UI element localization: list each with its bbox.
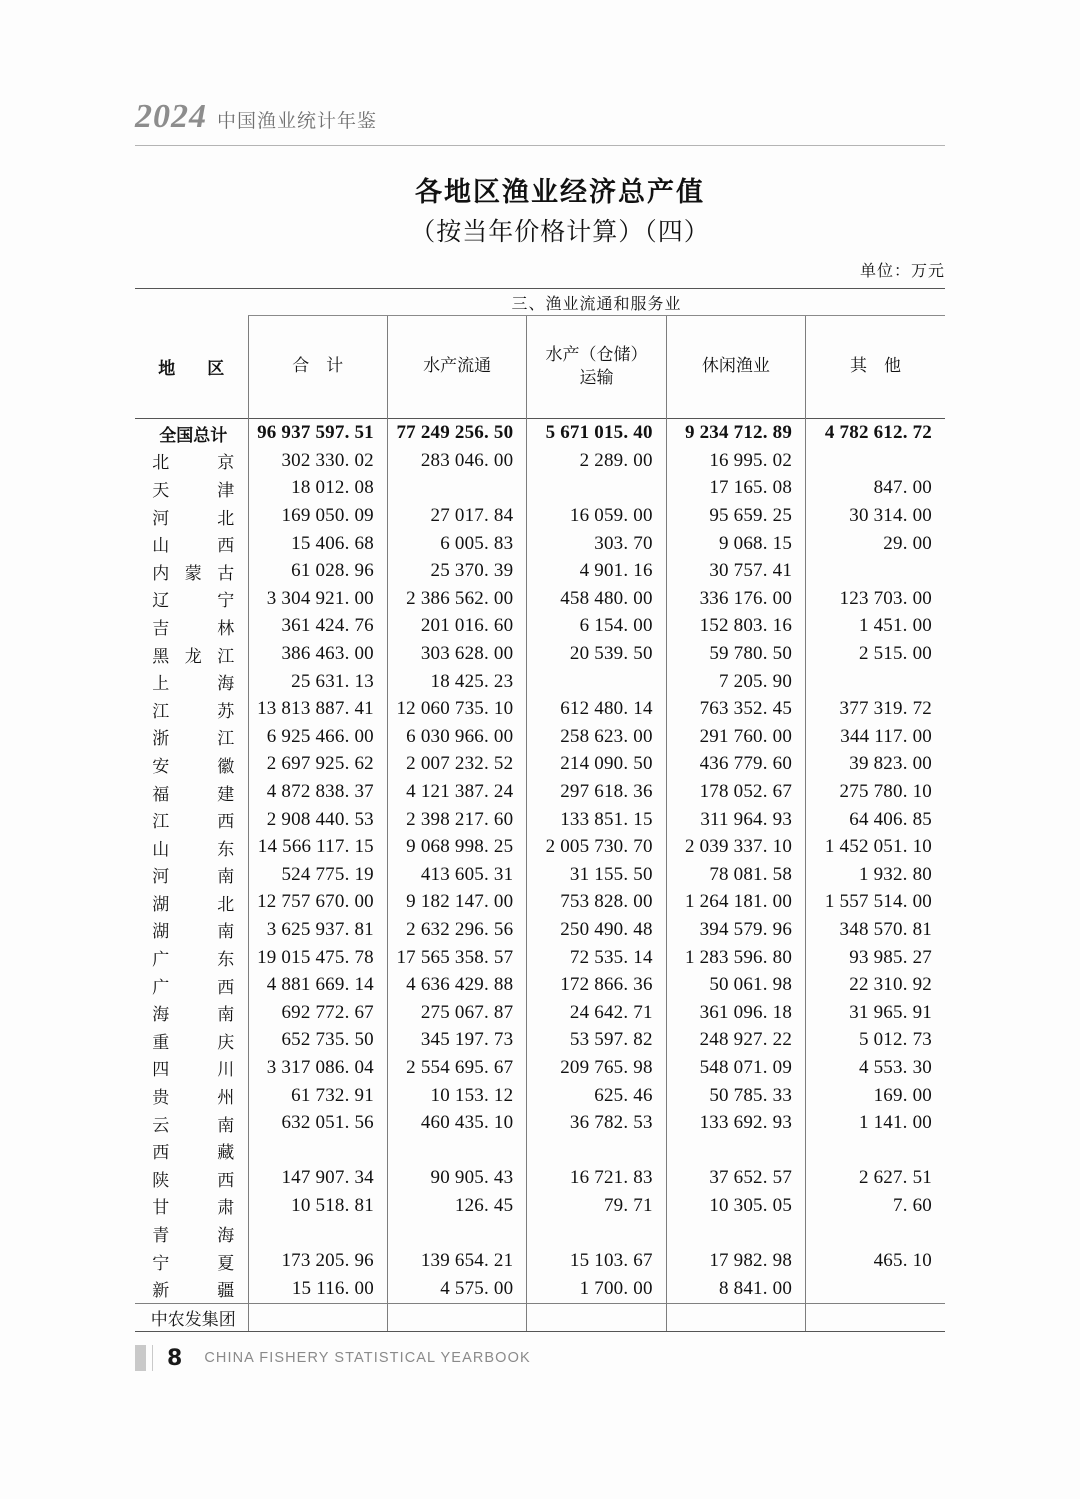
- table-cell-other: 29. 00: [806, 530, 945, 558]
- region-label: 宁夏: [152, 1253, 235, 1274]
- table-cell-transport: 79. 71: [527, 1192, 666, 1220]
- table-row: [135, 530, 945, 558]
- table-cell-transport: [527, 1137, 666, 1165]
- table-cell-total: 2 908 440. 53: [248, 806, 387, 834]
- table-cell-other: [806, 447, 945, 475]
- region-label: 上海: [152, 674, 235, 695]
- table-cell-leisure: 37 652. 57: [666, 1165, 805, 1193]
- table-cell-total: 14 566 117. 15: [248, 833, 387, 861]
- table-cell-other: [806, 668, 945, 696]
- region-label: 河南: [152, 867, 235, 888]
- table-cell-other: 1 932. 80: [806, 861, 945, 889]
- table-cell-region: [135, 668, 248, 696]
- table-cell-circulation: 6 005. 83: [387, 530, 526, 558]
- table-cell-leisure: 336 176. 00: [666, 585, 805, 613]
- table-cell-transport: 258 623. 00: [527, 723, 666, 751]
- table-cell-total: 15 406. 68: [248, 530, 387, 558]
- table-cell-total: 61 732. 91: [248, 1082, 387, 1110]
- column-header-transport-line2: 运输: [579, 367, 614, 388]
- table-row: [135, 1137, 945, 1165]
- table-row: [135, 751, 945, 779]
- region-label: 安徽: [152, 756, 235, 777]
- table-cell-other: 847. 00: [806, 475, 945, 503]
- table-row: [135, 833, 945, 861]
- table-cell-region: [135, 557, 248, 585]
- table-cell-circulation: 460 435. 10: [387, 1109, 526, 1137]
- region-label: 内蒙古: [152, 563, 235, 584]
- table-cell-other: 1 452 051. 10: [806, 833, 945, 861]
- running-head-year: 2024: [135, 98, 207, 135]
- table-row: [135, 999, 945, 1027]
- table-cell-leisure: 17 982. 98: [666, 1247, 805, 1275]
- table-row: [135, 889, 945, 917]
- table-cell-circulation: [387, 1303, 526, 1332]
- table-cell-region: [135, 1137, 248, 1165]
- page-title: 各地区渔业经济总产值: [415, 177, 705, 208]
- table-cell-total: 632 051. 56: [248, 1109, 387, 1137]
- unit-note: 单位：万元: [859, 261, 945, 280]
- table-cell-region: [135, 613, 248, 641]
- column-header-region-label: 地 区: [158, 359, 225, 379]
- region-label: 广东: [152, 950, 235, 971]
- table-cell-transport: [527, 668, 666, 696]
- table-cell-leisure: 291 760. 00: [666, 723, 805, 751]
- table-row: [135, 1275, 945, 1303]
- table-cell-leisure: [666, 1220, 805, 1248]
- table-cell-leisure: 248 927. 22: [666, 1027, 805, 1055]
- table-cell-total: 96 937 597. 51: [248, 418, 387, 447]
- table-row: [135, 1247, 945, 1275]
- table-cell-leisure: 548 071. 09: [666, 1054, 805, 1082]
- table-cell-circulation: 4 636 429. 88: [387, 971, 526, 999]
- table-cell-transport: 16 721. 83: [527, 1165, 666, 1193]
- table-cell-transport: 72 535. 14: [527, 944, 666, 972]
- table-cell-leisure: 7 205. 90: [666, 668, 805, 696]
- table-cell-other: [806, 1220, 945, 1248]
- table-cell-other: 22 310. 92: [806, 971, 945, 999]
- footer-publication-name: CHINA FISHERY STATISTICAL YEARBOOK: [204, 1350, 531, 1366]
- table-row: [135, 613, 945, 641]
- table-cell-region: [135, 1027, 248, 1055]
- table-cell-leisure: 178 052. 67: [666, 778, 805, 806]
- page-subtitle: （按当年价格计算）（四）: [410, 217, 710, 246]
- table-cell-other: 31 965. 91: [806, 999, 945, 1027]
- corner-cell: [135, 289, 248, 316]
- table-cell-circulation: [387, 1137, 526, 1165]
- table-cell-region: [135, 1054, 248, 1082]
- table-cell-circulation: 201 016. 60: [387, 613, 526, 641]
- table-cell-region: [135, 1247, 248, 1275]
- table-cell-leisure: [666, 1303, 805, 1332]
- table-cell-total: 19 015 475. 78: [248, 944, 387, 972]
- region-label: 山东: [152, 839, 235, 860]
- table-cell-transport: 5 671 015. 40: [527, 418, 666, 447]
- table-cell-other: 348 570. 81: [806, 916, 945, 944]
- table-cell-transport: 297 618. 36: [527, 778, 666, 806]
- table-cell-circulation: 9 182 147. 00: [387, 889, 526, 917]
- table-cell-circulation: 4 575. 00: [387, 1275, 526, 1303]
- table-cell-leisure: 16 995. 02: [666, 447, 805, 475]
- table-cell-total: 61 028. 96: [248, 557, 387, 585]
- table-cell-other: 169. 00: [806, 1082, 945, 1110]
- table-cell-leisure: 2 039 337. 10: [666, 833, 805, 861]
- region-label: 西藏: [152, 1143, 235, 1164]
- table-cell-region: [135, 889, 248, 917]
- table-cell-circulation: 2 007 232. 52: [387, 751, 526, 779]
- table-cell-other: [806, 1303, 945, 1332]
- table-cell-region: [135, 475, 248, 503]
- region-label: 重庆: [152, 1032, 235, 1053]
- region-label: 山西: [152, 536, 235, 557]
- table-cell-leisure: 50 061. 98: [666, 971, 805, 999]
- table-cell-transport: 16 059. 00: [527, 502, 666, 530]
- table-cell-total: 18 012. 08: [248, 475, 387, 503]
- table-cell-total: 147 907. 34: [248, 1165, 387, 1193]
- table-cell-total: 652 735. 50: [248, 1027, 387, 1055]
- table-cell-total: 4 872 838. 37: [248, 778, 387, 806]
- statistics-table-wrapper: [135, 288, 945, 1332]
- table-cell-circulation: 17 565 358. 57: [387, 944, 526, 972]
- table-cell-transport: 612 480. 14: [527, 695, 666, 723]
- table-row: [135, 1220, 945, 1248]
- table-cell-other: 64 406. 85: [806, 806, 945, 834]
- table-cell-other: 1 557 514. 00: [806, 889, 945, 917]
- table-cell-circulation: 413 605. 31: [387, 861, 526, 889]
- table-cell-leisure: 30 757. 41: [666, 557, 805, 585]
- table-cell-circulation: 303 628. 00: [387, 640, 526, 668]
- table-row: [135, 640, 945, 668]
- region-label: 天津: [152, 480, 235, 501]
- table-row: [135, 1192, 945, 1220]
- table-cell-transport: 53 597. 82: [527, 1027, 666, 1055]
- table-cell-circulation: 283 046. 00: [387, 447, 526, 475]
- region-label: 全国总计: [159, 425, 228, 446]
- column-header-aquatic-circulation: 水产流通: [387, 316, 526, 419]
- statistics-table: [135, 288, 945, 1332]
- table-cell-transport: [527, 1220, 666, 1248]
- table-cell-circulation: [387, 1220, 526, 1248]
- table-cell-circulation: 10 153. 12: [387, 1082, 526, 1110]
- table-cell-region: [135, 999, 248, 1027]
- table-row: [135, 447, 945, 475]
- table-cell-other: [806, 1275, 945, 1303]
- table-column-header-row: [135, 316, 945, 419]
- table-cell-other: 4 553. 30: [806, 1054, 945, 1082]
- table-cell-leisure: 394 579. 96: [666, 916, 805, 944]
- table-row: [135, 418, 945, 447]
- table-cell-circulation: 9 068 998. 25: [387, 833, 526, 861]
- table-cell-region: [135, 1275, 248, 1303]
- table-cell-leisure: 95 659. 25: [666, 502, 805, 530]
- table-row: [135, 916, 945, 944]
- table-cell-transport: 4 901. 16: [527, 557, 666, 585]
- table-row: [135, 695, 945, 723]
- table-cell-other: [806, 557, 945, 585]
- region-label: 广西: [152, 977, 235, 998]
- table-cell-transport: 209 765. 98: [527, 1054, 666, 1082]
- table-cell-circulation: 27 017. 84: [387, 502, 526, 530]
- column-header-aquatic-storage-transport: [527, 316, 666, 419]
- table-cell-leisure: 1 264 181. 00: [666, 889, 805, 917]
- table-cell-leisure: 152 803. 16: [666, 613, 805, 641]
- table-cell-other: 2 515. 00: [806, 640, 945, 668]
- table-cell-transport: [527, 1303, 666, 1332]
- region-label: 江苏: [152, 701, 235, 722]
- table-cell-region: [135, 530, 248, 558]
- table-cell-leisure: 59 780. 50: [666, 640, 805, 668]
- table-cell-region: [135, 751, 248, 779]
- table-cell-circulation: [387, 475, 526, 503]
- region-label: 浙江: [152, 729, 235, 750]
- table-cell-total: 173 205. 96: [248, 1247, 387, 1275]
- table-cell-total: 3 304 921. 00: [248, 585, 387, 613]
- table-row: [135, 1054, 945, 1082]
- table-row: [135, 502, 945, 530]
- table-cell-circulation: 2 386 562. 00: [387, 585, 526, 613]
- table-cell-circulation: 2 398 217. 60: [387, 806, 526, 834]
- table-cell-other: 5 012. 73: [806, 1027, 945, 1055]
- table-cell-region: [135, 502, 248, 530]
- region-label: 北京: [152, 453, 235, 474]
- table-cell-circulation: 6 030 966. 00: [387, 723, 526, 751]
- table-cell-total: 169 050. 09: [248, 502, 387, 530]
- table-cell-circulation: 4 121 387. 24: [387, 778, 526, 806]
- region-label: 黑龙江: [152, 646, 235, 667]
- table-row: [135, 668, 945, 696]
- table-cell-leisure: 17 165. 08: [666, 475, 805, 503]
- table-cell-region: [135, 723, 248, 751]
- table-cell-leisure: 50 785. 33: [666, 1082, 805, 1110]
- region-label: 中农发集团: [150, 1309, 236, 1330]
- column-header-other: 其 他: [806, 316, 945, 419]
- table-cell-circulation: 77 249 256. 50: [387, 418, 526, 447]
- region-label: 辽宁: [152, 591, 235, 612]
- footer-divider: [152, 1345, 153, 1371]
- table-cell-leisure: 9 068. 15: [666, 530, 805, 558]
- region-label: 云南: [152, 1115, 235, 1136]
- table-cell-region: [135, 861, 248, 889]
- region-label: 福建: [152, 784, 235, 805]
- table-cell-leisure: 1 283 596. 80: [666, 944, 805, 972]
- table-cell-leisure: 10 305. 05: [666, 1192, 805, 1220]
- column-header-region: [135, 316, 248, 419]
- table-cell-region: [135, 585, 248, 613]
- table-cell-other: 123 703. 00: [806, 585, 945, 613]
- table-cell-leisure: 436 779. 60: [666, 751, 805, 779]
- table-cell-circulation: 90 905. 43: [387, 1165, 526, 1193]
- table-cell-other: 1 141. 00: [806, 1109, 945, 1137]
- column-header-total: 合 计: [248, 316, 387, 419]
- region-label: 陕西: [152, 1170, 235, 1191]
- table-cell-region: [135, 1220, 248, 1248]
- table-cell-transport: 24 642. 71: [527, 999, 666, 1027]
- table-cell-transport: 172 866. 36: [527, 971, 666, 999]
- table-cell-circulation: 18 425. 23: [387, 668, 526, 696]
- table-cell-transport: 458 480. 00: [527, 585, 666, 613]
- table-row: [135, 1109, 945, 1137]
- table-cell-region: [135, 944, 248, 972]
- table-cell-transport: 15 103. 67: [527, 1247, 666, 1275]
- table-cell-total: 25 631. 13: [248, 668, 387, 696]
- table-cell-circulation: 126. 45: [387, 1192, 526, 1220]
- table-cell-region: [135, 778, 248, 806]
- region-label: 湖北: [152, 894, 235, 915]
- table-cell-transport: 31 155. 50: [527, 861, 666, 889]
- page-footer: [135, 1345, 531, 1371]
- table-cell-total: 12 757 670. 00: [248, 889, 387, 917]
- table-cell-transport: 250 490. 48: [527, 916, 666, 944]
- table-row: [135, 971, 945, 999]
- table-cell-total: 2 697 925. 62: [248, 751, 387, 779]
- table-cell-leisure: 361 096. 18: [666, 999, 805, 1027]
- table-cell-transport: 36 782. 53: [527, 1109, 666, 1137]
- table-cell-total: 6 925 466. 00: [248, 723, 387, 751]
- table-row: [135, 778, 945, 806]
- table-cell-other: 2 627. 51: [806, 1165, 945, 1193]
- table-cell-total: 3 625 937. 81: [248, 916, 387, 944]
- table-cell-circulation: 25 370. 39: [387, 557, 526, 585]
- table-cell-other: 93 985. 27: [806, 944, 945, 972]
- table-cell-circulation: 2 554 695. 67: [387, 1054, 526, 1082]
- table-cell-circulation: 2 632 296. 56: [387, 916, 526, 944]
- table-cell-other: 4 782 612. 72: [806, 418, 945, 447]
- column-header-transport-line1: 水产（仓储）: [545, 344, 648, 365]
- table-cell-circulation: 275 067. 87: [387, 999, 526, 1027]
- table-cell-leisure: 8 841. 00: [666, 1275, 805, 1303]
- footer-page-number: 8: [167, 1345, 183, 1371]
- table-cell-leisure: 78 081. 58: [666, 861, 805, 889]
- column-header-leisure-fishery: 休闲渔业: [666, 316, 805, 419]
- table-cell-other: 30 314. 00: [806, 502, 945, 530]
- region-label: 贵州: [152, 1088, 235, 1109]
- table-cell-region: [135, 418, 248, 447]
- table-row: [135, 1027, 945, 1055]
- table-cell-region: [135, 833, 248, 861]
- table-cell-total: 4 881 669. 14: [248, 971, 387, 999]
- table-head: [135, 289, 945, 419]
- region-label: 海南: [152, 1005, 235, 1026]
- table-cell-region: [135, 640, 248, 668]
- table-cell-other: 1 451. 00: [806, 613, 945, 641]
- table-cell-total: 10 518. 81: [248, 1192, 387, 1220]
- table-cell-region: [135, 1082, 248, 1110]
- region-label: 四川: [152, 1060, 235, 1081]
- table-cell-transport: [527, 475, 666, 503]
- table-cell-region: [135, 1192, 248, 1220]
- table-row: [135, 1165, 945, 1193]
- table-cell-circulation: 345 197. 73: [387, 1027, 526, 1055]
- table-cell-leisure: 9 234 712. 89: [666, 418, 805, 447]
- table-cell-leisure: 133 692. 93: [666, 1109, 805, 1137]
- table-cell-other: 377 319. 72: [806, 695, 945, 723]
- region-label: 河北: [152, 508, 235, 529]
- table-cell-transport: 20 539. 50: [527, 640, 666, 668]
- table-row: [135, 861, 945, 889]
- group-header-fishery-circulation-services: 三、渔业流通和服务业: [248, 289, 945, 316]
- table-row: [135, 557, 945, 585]
- table-cell-total: 386 463. 00: [248, 640, 387, 668]
- table-cell-other: 275 780. 10: [806, 778, 945, 806]
- table-cell-other: 7. 60: [806, 1192, 945, 1220]
- table-row: [135, 1303, 945, 1332]
- region-label: 甘肃: [152, 1198, 235, 1219]
- table-row: [135, 1082, 945, 1110]
- footer-bar-decoration: [135, 1345, 146, 1371]
- table-cell-other: 39 823. 00: [806, 751, 945, 779]
- region-label: 吉林: [152, 618, 235, 639]
- table-cell-region: [135, 695, 248, 723]
- table-cell-circulation: 12 060 735. 10: [387, 695, 526, 723]
- table-row: [135, 944, 945, 972]
- table-cell-other: 465. 10: [806, 1247, 945, 1275]
- region-label: 湖南: [152, 922, 235, 943]
- table-cell-total: 692 772. 67: [248, 999, 387, 1027]
- table-cell-transport: 2 005 730. 70: [527, 833, 666, 861]
- table-cell-region: [135, 1165, 248, 1193]
- table-row: [135, 475, 945, 503]
- table-cell-transport: 133 851. 15: [527, 806, 666, 834]
- region-label: 新疆: [152, 1281, 235, 1302]
- table-cell-leisure: 763 352. 45: [666, 695, 805, 723]
- table-cell-total: 13 813 887. 41: [248, 695, 387, 723]
- running-head-rule: [135, 145, 945, 146]
- table-cell-transport: 2 289. 00: [527, 447, 666, 475]
- region-label: 江西: [152, 812, 235, 833]
- table-cell-transport: 214 090. 50: [527, 751, 666, 779]
- table-cell-total: 524 775. 19: [248, 861, 387, 889]
- running-head: [135, 100, 945, 134]
- table-cell-other: [806, 1137, 945, 1165]
- table-row: [135, 806, 945, 834]
- table-cell-total: 3 317 086. 04: [248, 1054, 387, 1082]
- table-cell-circulation: 139 654. 21: [387, 1247, 526, 1275]
- table-body: [135, 418, 945, 1332]
- table-cell-transport: 753 828. 00: [527, 889, 666, 917]
- table-cell-total: 302 330. 02: [248, 447, 387, 475]
- table-row: [135, 585, 945, 613]
- table-cell-total: 361 424. 76: [248, 613, 387, 641]
- table-row: [135, 723, 945, 751]
- table-cell-transport: 1 700. 00: [527, 1275, 666, 1303]
- table-cell-region: [135, 971, 248, 999]
- table-cell-total: [248, 1220, 387, 1248]
- table-cell-total: 15 116. 00: [248, 1275, 387, 1303]
- table-cell-region: [135, 806, 248, 834]
- table-cell-other: 344 117. 00: [806, 723, 945, 751]
- table-cell-region: [135, 447, 248, 475]
- table-group-header-row: [135, 289, 945, 316]
- table-cell-leisure: 311 964. 93: [666, 806, 805, 834]
- table-cell-leisure: [666, 1137, 805, 1165]
- running-head-publication: 中国渔业统计年鉴: [217, 110, 378, 132]
- table-cell-transport: 6 154. 00: [527, 613, 666, 641]
- table-cell-transport: 303. 70: [527, 530, 666, 558]
- table-cell-total: [248, 1137, 387, 1165]
- table-cell-region: [135, 1303, 248, 1332]
- region-label: 青海: [152, 1226, 235, 1247]
- table-cell-transport: 625. 46: [527, 1082, 666, 1110]
- table-cell-total: [248, 1303, 387, 1332]
- table-cell-region: [135, 916, 248, 944]
- table-cell-region: [135, 1109, 248, 1137]
